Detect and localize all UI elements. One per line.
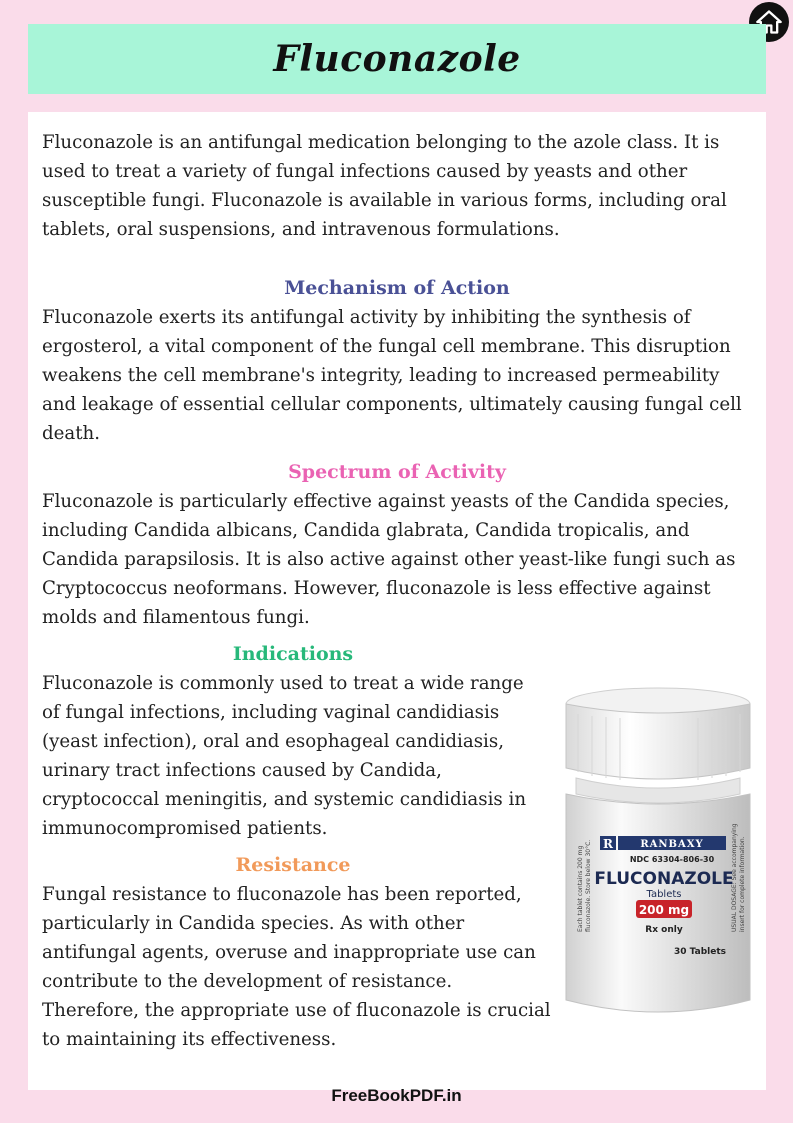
svg-text:R: R xyxy=(603,837,613,851)
bottle-rx: Rx only xyxy=(645,925,683,935)
mechanism-heading: Mechanism of Action xyxy=(284,277,510,299)
svg-text:USUAL DOSAGE: See accompanying: USUAL DOSAGE: See accompanying xyxy=(731,823,738,932)
bottle-drug-name: FLUCONAZOLE xyxy=(594,869,734,889)
bottle-count: 30 Tablets xyxy=(673,947,727,957)
bottle-brand: RANBAXY xyxy=(640,839,704,850)
indications-heading: Indications xyxy=(232,643,354,665)
svg-text:insert for complete informatio: insert for complete information. xyxy=(739,836,746,932)
spectrum-paragraph: Fluconazole is particularly effective against yeasts of the Candida species, including Candida albicans, Candida glabrata, Candida tropicalis, and Candida parapsilosis. It is also active against other yeast-like fungi such as Cryptococcus neoformans. However, fluconazole is less effective against molds and filamentous fungi. xyxy=(42,491,736,628)
intro-paragraph: Fluconazole is an antifungal medication belonging to the azole class. It is used to treat a variety of fungal infections caused by yeasts and other susceptible fungi. Fluconazole is available in various forms, including oral tablets, oral suspensions, and intravenous formulations. xyxy=(42,132,727,240)
spectrum-heading: Spectrum of Activity xyxy=(288,461,506,483)
fluconazole-bottle-image xyxy=(548,682,762,1027)
bottle-ndc: NDC 63304-806-30 xyxy=(629,855,715,864)
bottle-form: Tablets xyxy=(646,889,682,900)
resistance-paragraph: Fungal resistance to fluconazole has been reported, particularly in Candida species. As with other antifungal agents, overuse and inappropriate use can contribute to the development of resistance. Therefore, the appropriate use of fluconazole is crucial to maintaining its effectiveness. xyxy=(42,884,551,1050)
bottle-strength: 200 mg xyxy=(638,903,690,917)
svg-text:fluconazole. Store below 30°C.: fluconazole. Store below 30°C. xyxy=(585,839,592,932)
footer-source: FreeBookPDF.in xyxy=(331,1086,462,1105)
resistance-heading: Resistance xyxy=(235,854,351,876)
page-title: Fluconazole xyxy=(273,38,521,80)
svg-text:Each tablet contains 200 mg: Each tablet contains 200 mg xyxy=(577,845,584,932)
mechanism-paragraph: Fluconazole exerts its antifungal activity by inhibiting the synthesis of ergosterol, a vital component of the fungal cell membrane. This disruption weakens the cell membrane's integrity, leading to increased permeability and leakage of essential cellular components, ultimately causing fungal cell death. xyxy=(42,307,742,444)
title-banner xyxy=(28,24,766,94)
indications-paragraph: Fluconazole is commonly used to treat a wide range of fungal infections, including vaginal candidiasis (yeast infection), oral and esophageal candidiasis, urinary tract infections caused by Candida, cryptococcal meningitis, and systemic candidiasis in immunocompromised patients. xyxy=(42,673,527,839)
content-panel xyxy=(28,112,766,1090)
